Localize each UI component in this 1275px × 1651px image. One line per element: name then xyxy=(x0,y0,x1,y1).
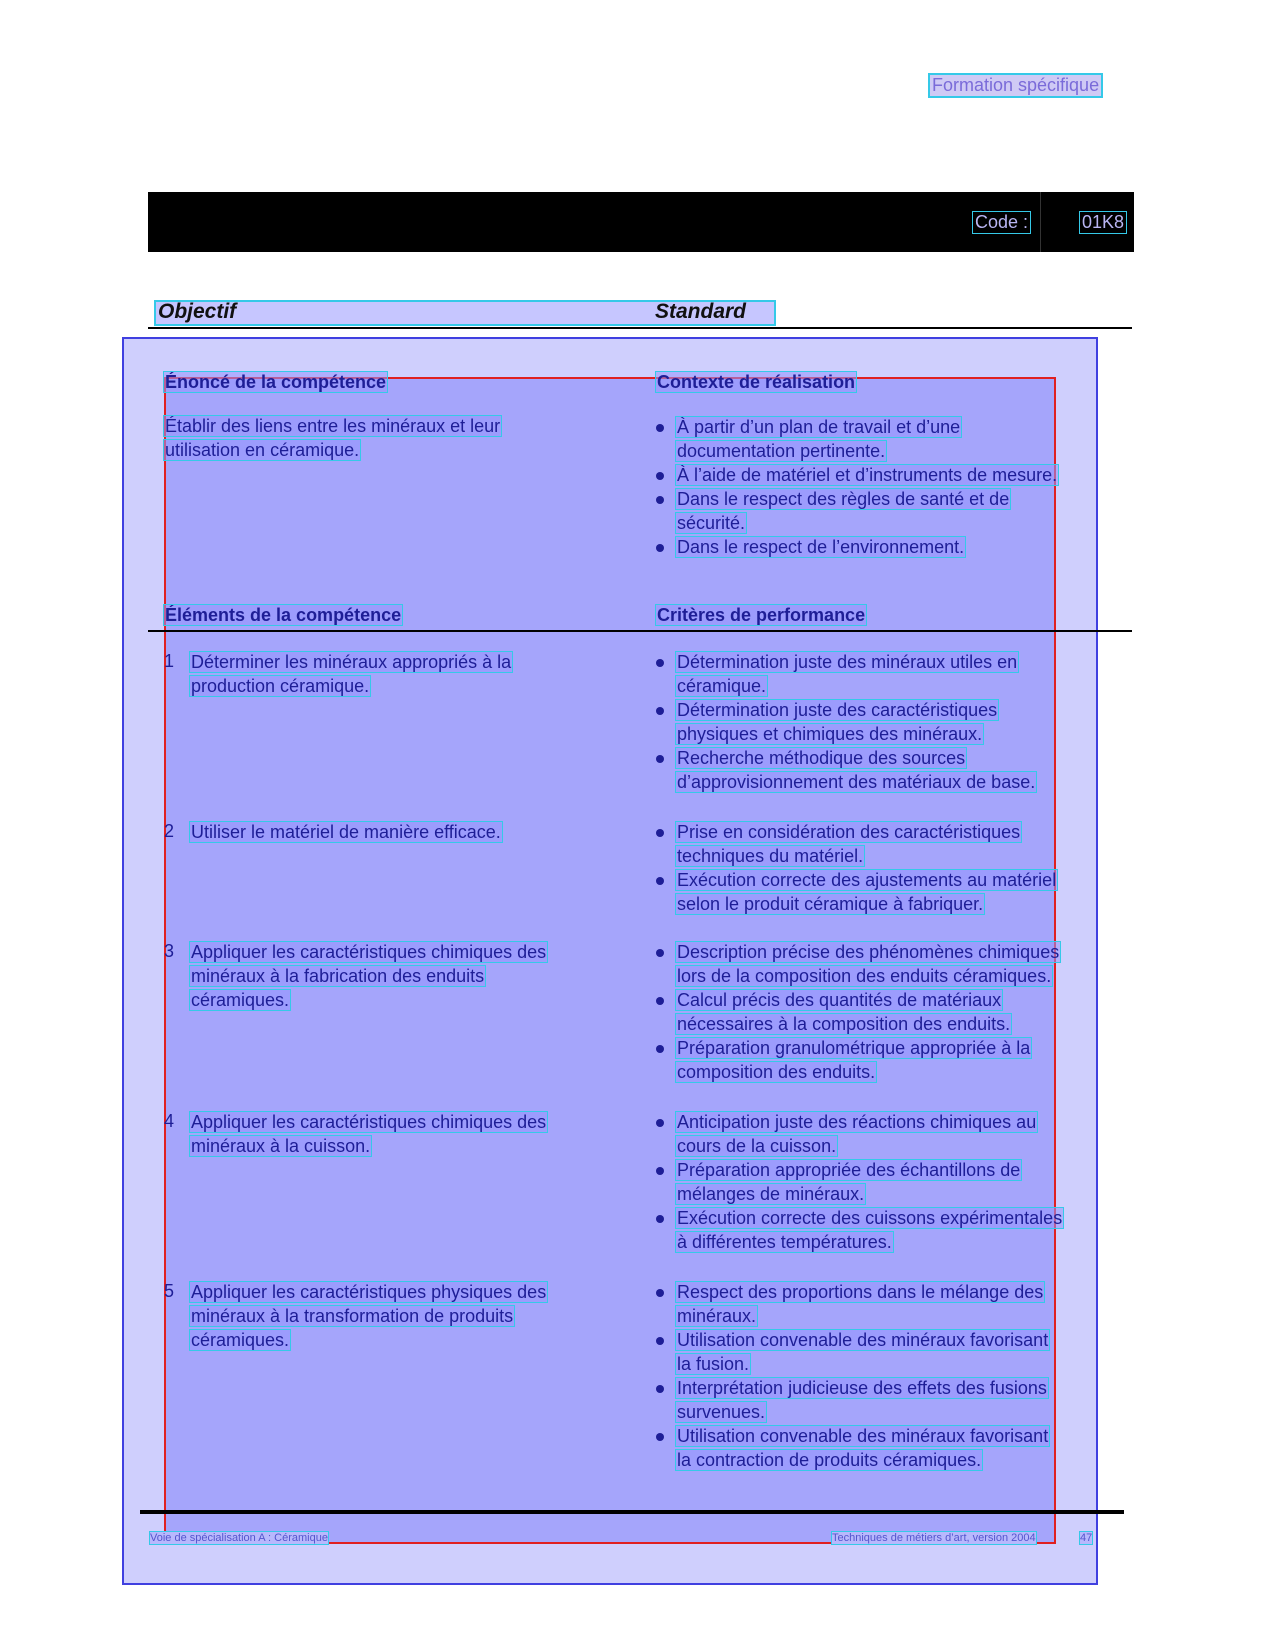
element-number: 2 xyxy=(164,821,175,841)
criterion-text: techniques du matériel. xyxy=(677,846,864,866)
element-text: minéraux à la fabrication des enduits xyxy=(191,966,485,986)
criterion-text: minéraux. xyxy=(677,1306,757,1326)
enonce-text: Établir des liens entre les minéraux et leur xyxy=(165,416,501,436)
criterion-text-line xyxy=(676,1060,876,1084)
criterion-text-line xyxy=(676,1206,1063,1230)
criterion-text: selon le produit céramique à fabriquer. xyxy=(677,894,984,914)
criterion-text-line xyxy=(676,820,1021,844)
criterion-text: Interprétation judicieuse des effets des fusions xyxy=(677,1378,1047,1398)
bullet-icon xyxy=(656,1289,664,1297)
element-number: 1 xyxy=(164,651,175,671)
element-number: 5 xyxy=(164,1281,175,1301)
criterion-text: la fusion. xyxy=(677,1354,750,1374)
bullet-icon xyxy=(656,659,664,667)
criterion-text: céramique. xyxy=(677,676,767,696)
criterion-text-line xyxy=(676,650,1018,674)
element-text-line xyxy=(190,1110,547,1134)
header-rule xyxy=(148,327,1132,329)
bullet-icon xyxy=(656,877,664,885)
bullet-icon xyxy=(656,496,664,504)
enonce-heading-line xyxy=(164,370,387,394)
bullet-icon xyxy=(656,1385,664,1393)
criterion-text: composition des enduits. xyxy=(677,1062,876,1082)
element-text: céramiques. xyxy=(191,1330,290,1350)
bullet-icon xyxy=(656,755,664,763)
criterion-text-line xyxy=(676,1230,893,1254)
criterion-text-line xyxy=(676,1012,1011,1036)
contexte-item: À partir d’un plan de travail et d’une xyxy=(677,417,961,437)
criterion-text-line xyxy=(676,1110,1037,1134)
contexte-item-line xyxy=(676,511,746,535)
elements-heading: Éléments de la compétence xyxy=(165,605,402,625)
element-text: Appliquer les caractéristiques chimiques des xyxy=(191,1112,547,1132)
criterion-text: Anticipation juste des réactions chimiques au xyxy=(677,1112,1037,1132)
criterion-text: Détermination juste des minéraux utiles en xyxy=(677,652,1018,672)
element-text: Utiliser le matériel de manière efficace. xyxy=(191,822,501,842)
bullet-icon xyxy=(656,1337,664,1345)
element-text: céramiques. xyxy=(191,990,290,1010)
element-text-line xyxy=(190,1280,547,1304)
criterion-text: Exécution correcte des cuissons expérimentales xyxy=(677,1208,1063,1228)
code-value: 01K8 xyxy=(1082,212,1125,232)
enonce-text-line xyxy=(164,438,360,462)
criterion-text-line xyxy=(676,940,1060,964)
contexte-item-line xyxy=(676,415,961,439)
criterion-text-line xyxy=(676,988,1002,1012)
section-rule xyxy=(148,630,1132,632)
criterion-text-line xyxy=(676,1304,757,1328)
criterion-text: Calcul précis des quantités de matériaux xyxy=(677,990,1002,1010)
bullet-icon xyxy=(656,1119,664,1127)
title-bar-divider xyxy=(1040,192,1041,252)
bullet-icon xyxy=(656,707,664,715)
criterion-text: Prise en considération des caractéristiques xyxy=(677,822,1021,842)
bullet-icon xyxy=(656,544,664,552)
contexte-item-line xyxy=(676,535,965,559)
criterion-text-line xyxy=(676,1400,766,1424)
criterion-text-line xyxy=(676,698,998,722)
criterion-text-line xyxy=(676,868,1057,892)
criterion-text-line xyxy=(676,770,1036,794)
criterion-text: Utilisation convenable des minéraux favorisant xyxy=(677,1426,1049,1446)
criterion-text-line xyxy=(676,1158,1021,1182)
element-text-line xyxy=(190,940,547,964)
criterion-text: lors de la composition des enduits céramiques. xyxy=(677,966,1052,986)
criterion-text-line xyxy=(676,1182,865,1206)
standard-heading: Standard xyxy=(655,300,747,323)
contexte-item: documentation pertinente. xyxy=(677,441,886,461)
contexte-item-line xyxy=(676,487,1010,511)
criterion-text-line xyxy=(676,844,864,868)
criterion-text: Utilisation convenable des minéraux favorisant xyxy=(677,1330,1049,1350)
footer-rule xyxy=(140,1510,1124,1514)
criterion-text: d’approvisionnement des matériaux de base. xyxy=(677,772,1036,792)
element-text: Déterminer les minéraux appropriés à la xyxy=(191,652,512,672)
element-text: minéraux à la cuisson. xyxy=(191,1136,371,1156)
element-text-line xyxy=(190,674,370,698)
enonce-heading: Énoncé de la compétence xyxy=(165,372,387,392)
bullet-icon xyxy=(656,997,664,1005)
criterion-text-line xyxy=(676,964,1052,988)
criterion-text-line xyxy=(676,1134,837,1158)
element-text-line xyxy=(190,1328,290,1352)
bullet-icon xyxy=(656,472,664,480)
criterion-text-line xyxy=(676,746,966,770)
document-category: Formation spécifique xyxy=(932,75,1100,95)
enonce-text: utilisation en céramique. xyxy=(165,440,360,460)
criterion-text: Préparation granulométrique appropriée à la xyxy=(677,1038,1031,1058)
contexte-item: Dans le respect des règles de santé et de xyxy=(677,489,1010,509)
element-text-line xyxy=(190,650,512,674)
criterion-text: à différentes températures. xyxy=(677,1232,892,1252)
criterion-text: physiques et chimiques des minéraux. xyxy=(677,724,983,744)
contexte-item: sécurité. xyxy=(677,513,746,533)
criterion-text-line xyxy=(676,892,984,916)
criterion-text: Détermination juste des caractéristiques xyxy=(677,700,998,720)
element-number: 3 xyxy=(164,941,175,961)
criterion-text-line xyxy=(676,1280,1044,1304)
enonce-text-line xyxy=(164,414,501,438)
criterion-text: Recherche méthodique des sources xyxy=(677,748,966,768)
criterion-text-line xyxy=(676,722,983,746)
contexte-item: À l’aide de matériel et d’instruments de mesure. xyxy=(677,465,1058,485)
criterion-text: nécessaires à la composition des enduits. xyxy=(677,1014,1011,1034)
criteres-heading: Critères de performance xyxy=(657,605,866,625)
element-text: Appliquer les caractéristiques chimiques des xyxy=(191,942,547,962)
criteres-heading-line xyxy=(656,603,866,627)
bullet-icon xyxy=(656,949,664,957)
objectif-heading: Objectif xyxy=(158,300,237,323)
criterion-text: Respect des proportions dans le mélange des xyxy=(677,1282,1044,1302)
bullet-icon xyxy=(656,1215,664,1223)
criterion-text-line xyxy=(676,674,767,698)
footer-left: Voie de spécialisation A : Céramique xyxy=(150,1532,328,1544)
contexte-heading: Contexte de réalisation xyxy=(657,372,856,392)
element-text: Appliquer les caractéristiques physiques des xyxy=(191,1282,547,1302)
criterion-text-line xyxy=(676,1036,1031,1060)
element-text: production céramique. xyxy=(191,676,370,696)
contexte-item-line xyxy=(676,463,1058,487)
criterion-text-line xyxy=(676,1448,982,1472)
criterion-text: mélanges de minéraux. xyxy=(677,1184,865,1204)
criterion-text: Préparation appropriée des échantillons de xyxy=(677,1160,1021,1180)
contexte-item: Dans le respect de l’environnement. xyxy=(677,537,965,557)
bullet-icon xyxy=(656,1045,664,1053)
criterion-text-line xyxy=(676,1352,750,1376)
bullet-icon xyxy=(656,424,664,432)
contexte-heading-line xyxy=(656,370,856,394)
element-text-line xyxy=(190,1134,371,1158)
criterion-text: survenues. xyxy=(677,1402,766,1422)
bullet-icon xyxy=(656,829,664,837)
criterion-text-line xyxy=(676,1376,1048,1400)
element-text-line xyxy=(190,964,485,988)
criterion-text-line xyxy=(676,1424,1049,1448)
element-number: 4 xyxy=(164,1111,175,1131)
page-number: 47 xyxy=(1080,1532,1093,1544)
contexte-item-line xyxy=(676,439,886,463)
code-label: Code : xyxy=(975,212,1029,232)
element-text-line xyxy=(190,1304,514,1328)
bullet-icon xyxy=(656,1167,664,1175)
elements-heading-line xyxy=(164,603,402,627)
element-text-line xyxy=(190,988,290,1012)
element-text-line xyxy=(190,820,502,844)
footer-right: Techniques de métiers d’art, version 2004 xyxy=(832,1532,1036,1544)
criterion-text: Description précise des phénomènes chimiques xyxy=(677,942,1060,962)
criterion-text: la contraction de produits céramiques. xyxy=(677,1450,982,1470)
criterion-text: Exécution correcte des ajustements au matériel xyxy=(677,870,1057,890)
bullet-icon xyxy=(656,1433,664,1441)
criterion-text-line xyxy=(676,1328,1049,1352)
criterion-text: cours de la cuisson. xyxy=(677,1136,837,1156)
element-text: minéraux à la transformation de produits xyxy=(191,1306,514,1326)
